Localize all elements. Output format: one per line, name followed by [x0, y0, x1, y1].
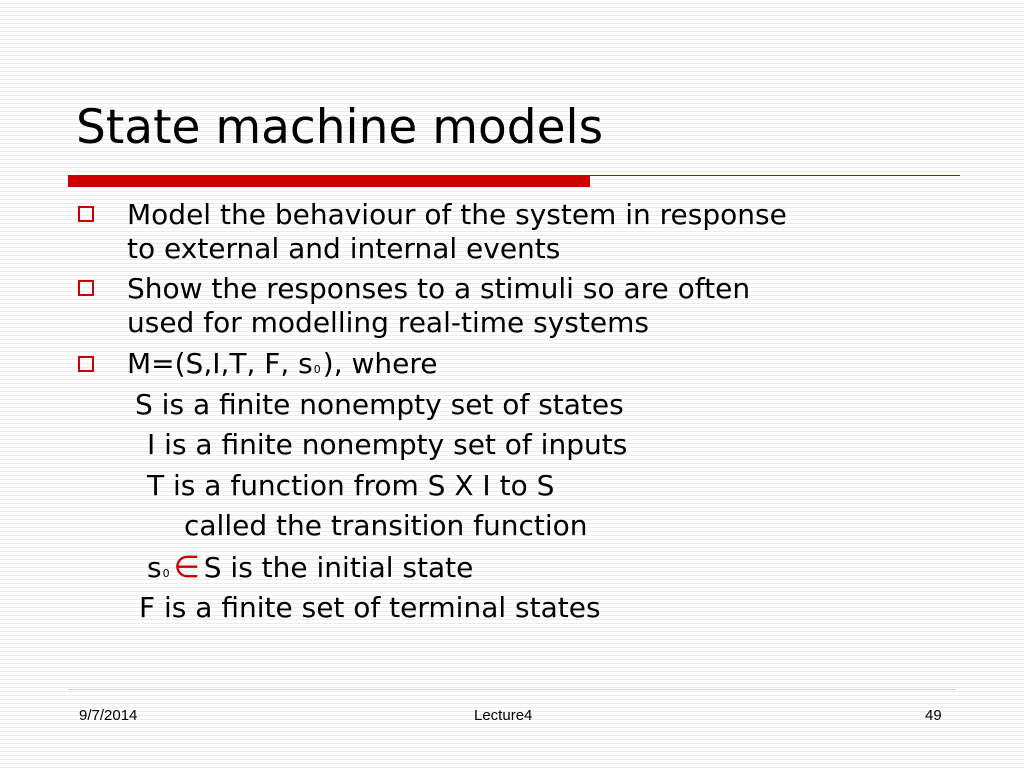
title-underline-thick — [68, 175, 590, 187]
initial-state-text: S is the initial state — [203, 551, 474, 584]
footer-divider — [68, 689, 956, 690]
definition-transition-continued: called the transition function — [184, 509, 588, 542]
machine-tuple-prefix: M=(S,I,T, F, s — [127, 347, 313, 380]
machine-tuple-suffix: ), where — [322, 347, 438, 380]
definition-initial-state — [147, 550, 474, 585]
definition-states: S is a finite nonempty set of states — [135, 388, 624, 421]
footer-lecture: Lecture4 — [474, 707, 533, 724]
slide-title: State machine models — [76, 100, 604, 155]
bullet-3-line — [127, 347, 438, 380]
initial-state-subscript: 0 — [162, 567, 170, 580]
bullet-2-line-2: used for modelling real-time systems — [127, 306, 649, 339]
footer-date: 9/7/2014 — [79, 707, 138, 724]
bullet-1-line-1: Model the behaviour of the system in response — [127, 198, 787, 231]
bullet-1-line-2: to external and internal events — [127, 232, 561, 265]
bullet-2-line-1: Show the responses to a stimuli so are often — [127, 272, 751, 305]
bullet-square-icon — [78, 280, 94, 296]
definition-transition: T is a function from S X I to S — [147, 469, 555, 502]
bullet-square-icon — [78, 206, 94, 222]
definition-inputs: I is a finite nonempty set of inputs — [147, 428, 628, 461]
initial-state-variable: s — [147, 551, 162, 584]
definition-terminal-states: F is a finite set of terminal states — [139, 591, 601, 624]
element-of-icon: ∈ — [173, 550, 200, 585]
title-underline-thin — [590, 175, 960, 176]
bullet-square-icon — [78, 356, 94, 372]
footer-page-number: 49 — [925, 707, 942, 724]
machine-tuple-subscript: 0 — [313, 363, 321, 376]
